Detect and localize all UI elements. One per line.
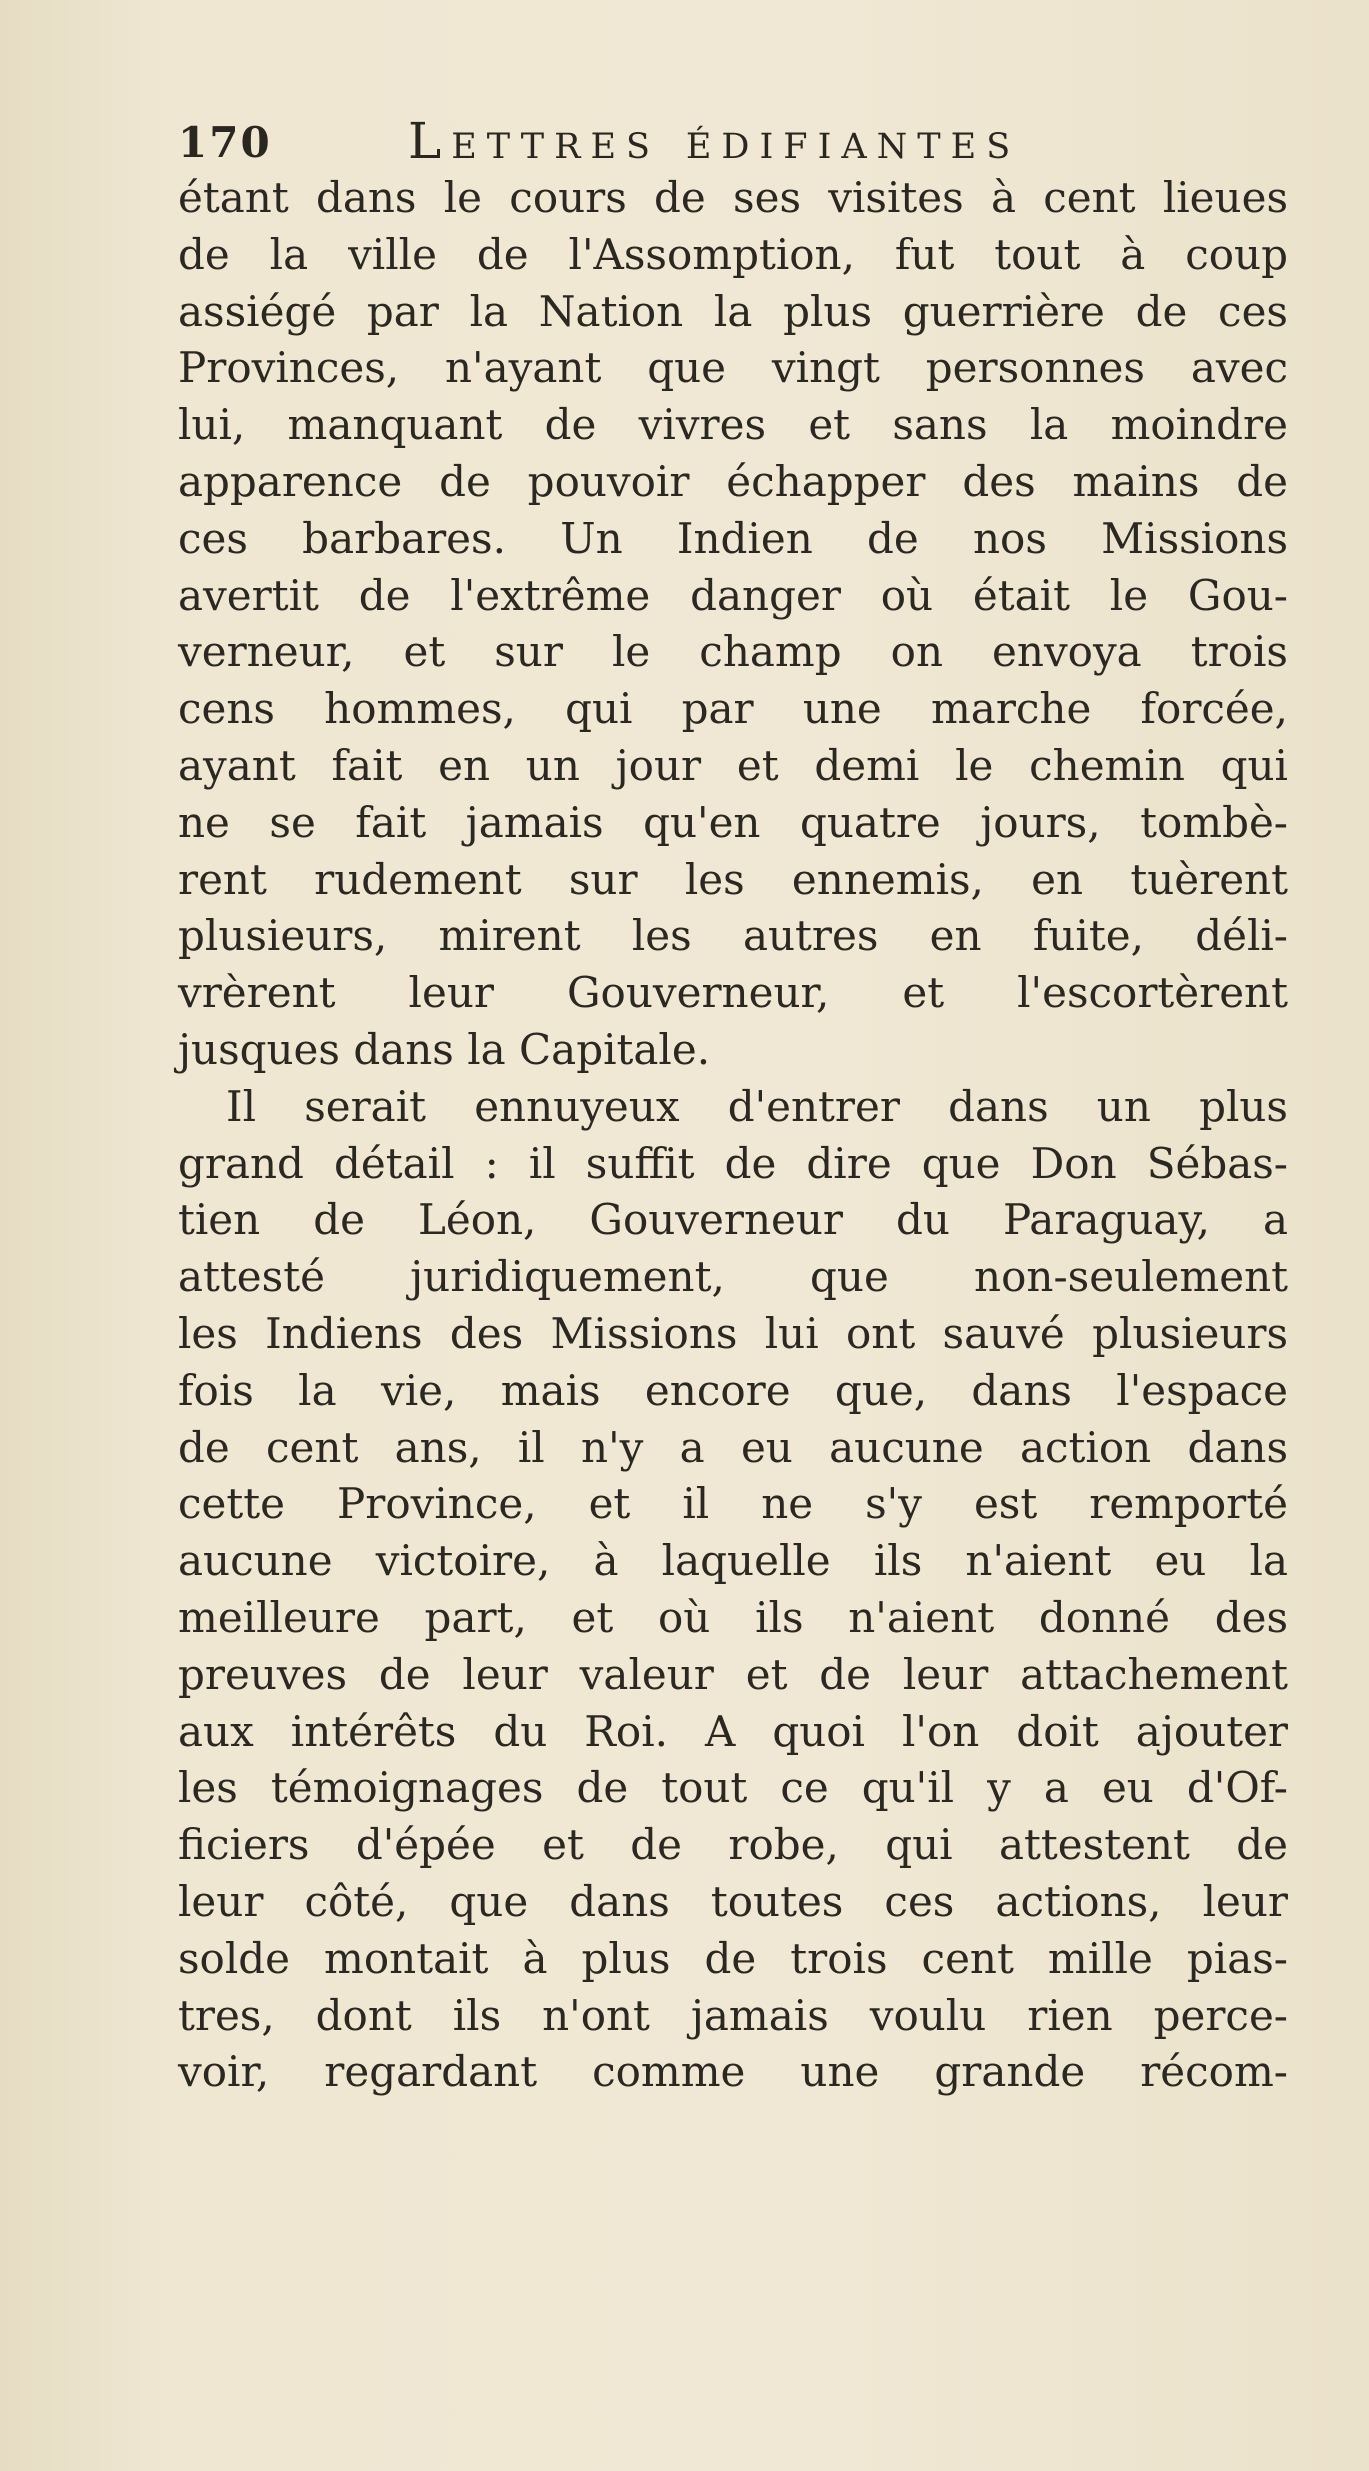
- text-line: assiégé par la Nation la plus guerrière de ces: [178, 286, 1288, 336]
- text-line: verneur, et sur le champ on envoya trois: [178, 627, 1288, 677]
- text-line: plusieurs, mirent les autres en fuite, déli-: [178, 911, 1288, 961]
- text-line: attesté juridiquement, que non-seulement: [178, 1252, 1288, 1302]
- text-line: preuves de leur valeur et de leur attachement: [178, 1649, 1288, 1699]
- text-line: aucune victoire, à laquelle ils n'aient eu la: [178, 1536, 1288, 1586]
- text-line: tien de Léon, Gouverneur du Paraguay, a: [178, 1195, 1288, 1245]
- text-line: ayant fait en un jour et demi le chemin qui: [178, 740, 1288, 790]
- text-line: étant dans le cours de ses visites à cent lieues: [178, 173, 1288, 222]
- text-line: Provinces, n'ayant que vingt personnes avec: [178, 343, 1288, 393]
- text-line: avertit de l'extrême danger où était le Gou-: [178, 570, 1288, 620]
- page-number: 170: [178, 118, 272, 167]
- running-title: Lettres édifiantes: [408, 112, 1021, 170]
- text-line: solde montait à plus de trois cent mille pias-: [178, 1933, 1288, 1983]
- text-line: leur côté, que dans toutes ces actions, leur: [178, 1876, 1288, 1926]
- text-line: aux intérêts du Roi. A quoi l'on doit ajouter: [178, 1706, 1288, 1756]
- text-line: apparence de pouvoir échapper des mains de: [178, 456, 1288, 506]
- text-line: ne se fait jamais qu'en quatre jours, tombè-: [178, 797, 1288, 847]
- text-line: tres, dont ils n'ont jamais voulu rien perce-: [178, 1990, 1288, 2040]
- text-line: de cent ans, il n'y a eu aucune action dans: [178, 1422, 1288, 1472]
- text-line: meilleure part, et où ils n'aient donné des: [178, 1592, 1288, 1642]
- body-text: [178, 170, 1288, 2101]
- text-line: rent rudement sur les ennemis, en tuèrent: [178, 854, 1288, 904]
- paragraph-end-line: jusques dans la Capitale.: [178, 1024, 711, 1074]
- text-line: voir, regardant comme une grande récom-: [178, 2047, 1288, 2097]
- text-line: grand détail : il suffit de dire que Don Sébas-: [178, 1138, 1288, 1188]
- text-line: les Indiens des Missions lui ont sauvé plusieurs: [178, 1308, 1288, 1358]
- paragraph-start-line: Il serait ennuyeux d'entrer dans un plus: [226, 1081, 1288, 1131]
- text-line: lui, manquant de vivres et sans la moindre: [178, 400, 1288, 450]
- text-line: ficiers d'épée et de robe, qui attestent de: [178, 1820, 1288, 1870]
- text-line: cens hommes, qui par une marche forcée,: [178, 684, 1288, 734]
- text-line: de la ville de l'Assomption, fut tout à coup: [178, 229, 1288, 279]
- text-line: vrèrent leur Gouverneur, et l'escortèrent: [178, 968, 1288, 1018]
- text-line: les témoignages de tout ce qu'il y a eu d'Of-: [178, 1763, 1288, 1813]
- text-line: cette Province, et il ne s'y est remporté: [178, 1479, 1288, 1529]
- text-line: ces barbares. Un Indien de nos Missions: [178, 513, 1288, 563]
- text-line: fois la vie, mais encore que, dans l'espace: [178, 1365, 1288, 1415]
